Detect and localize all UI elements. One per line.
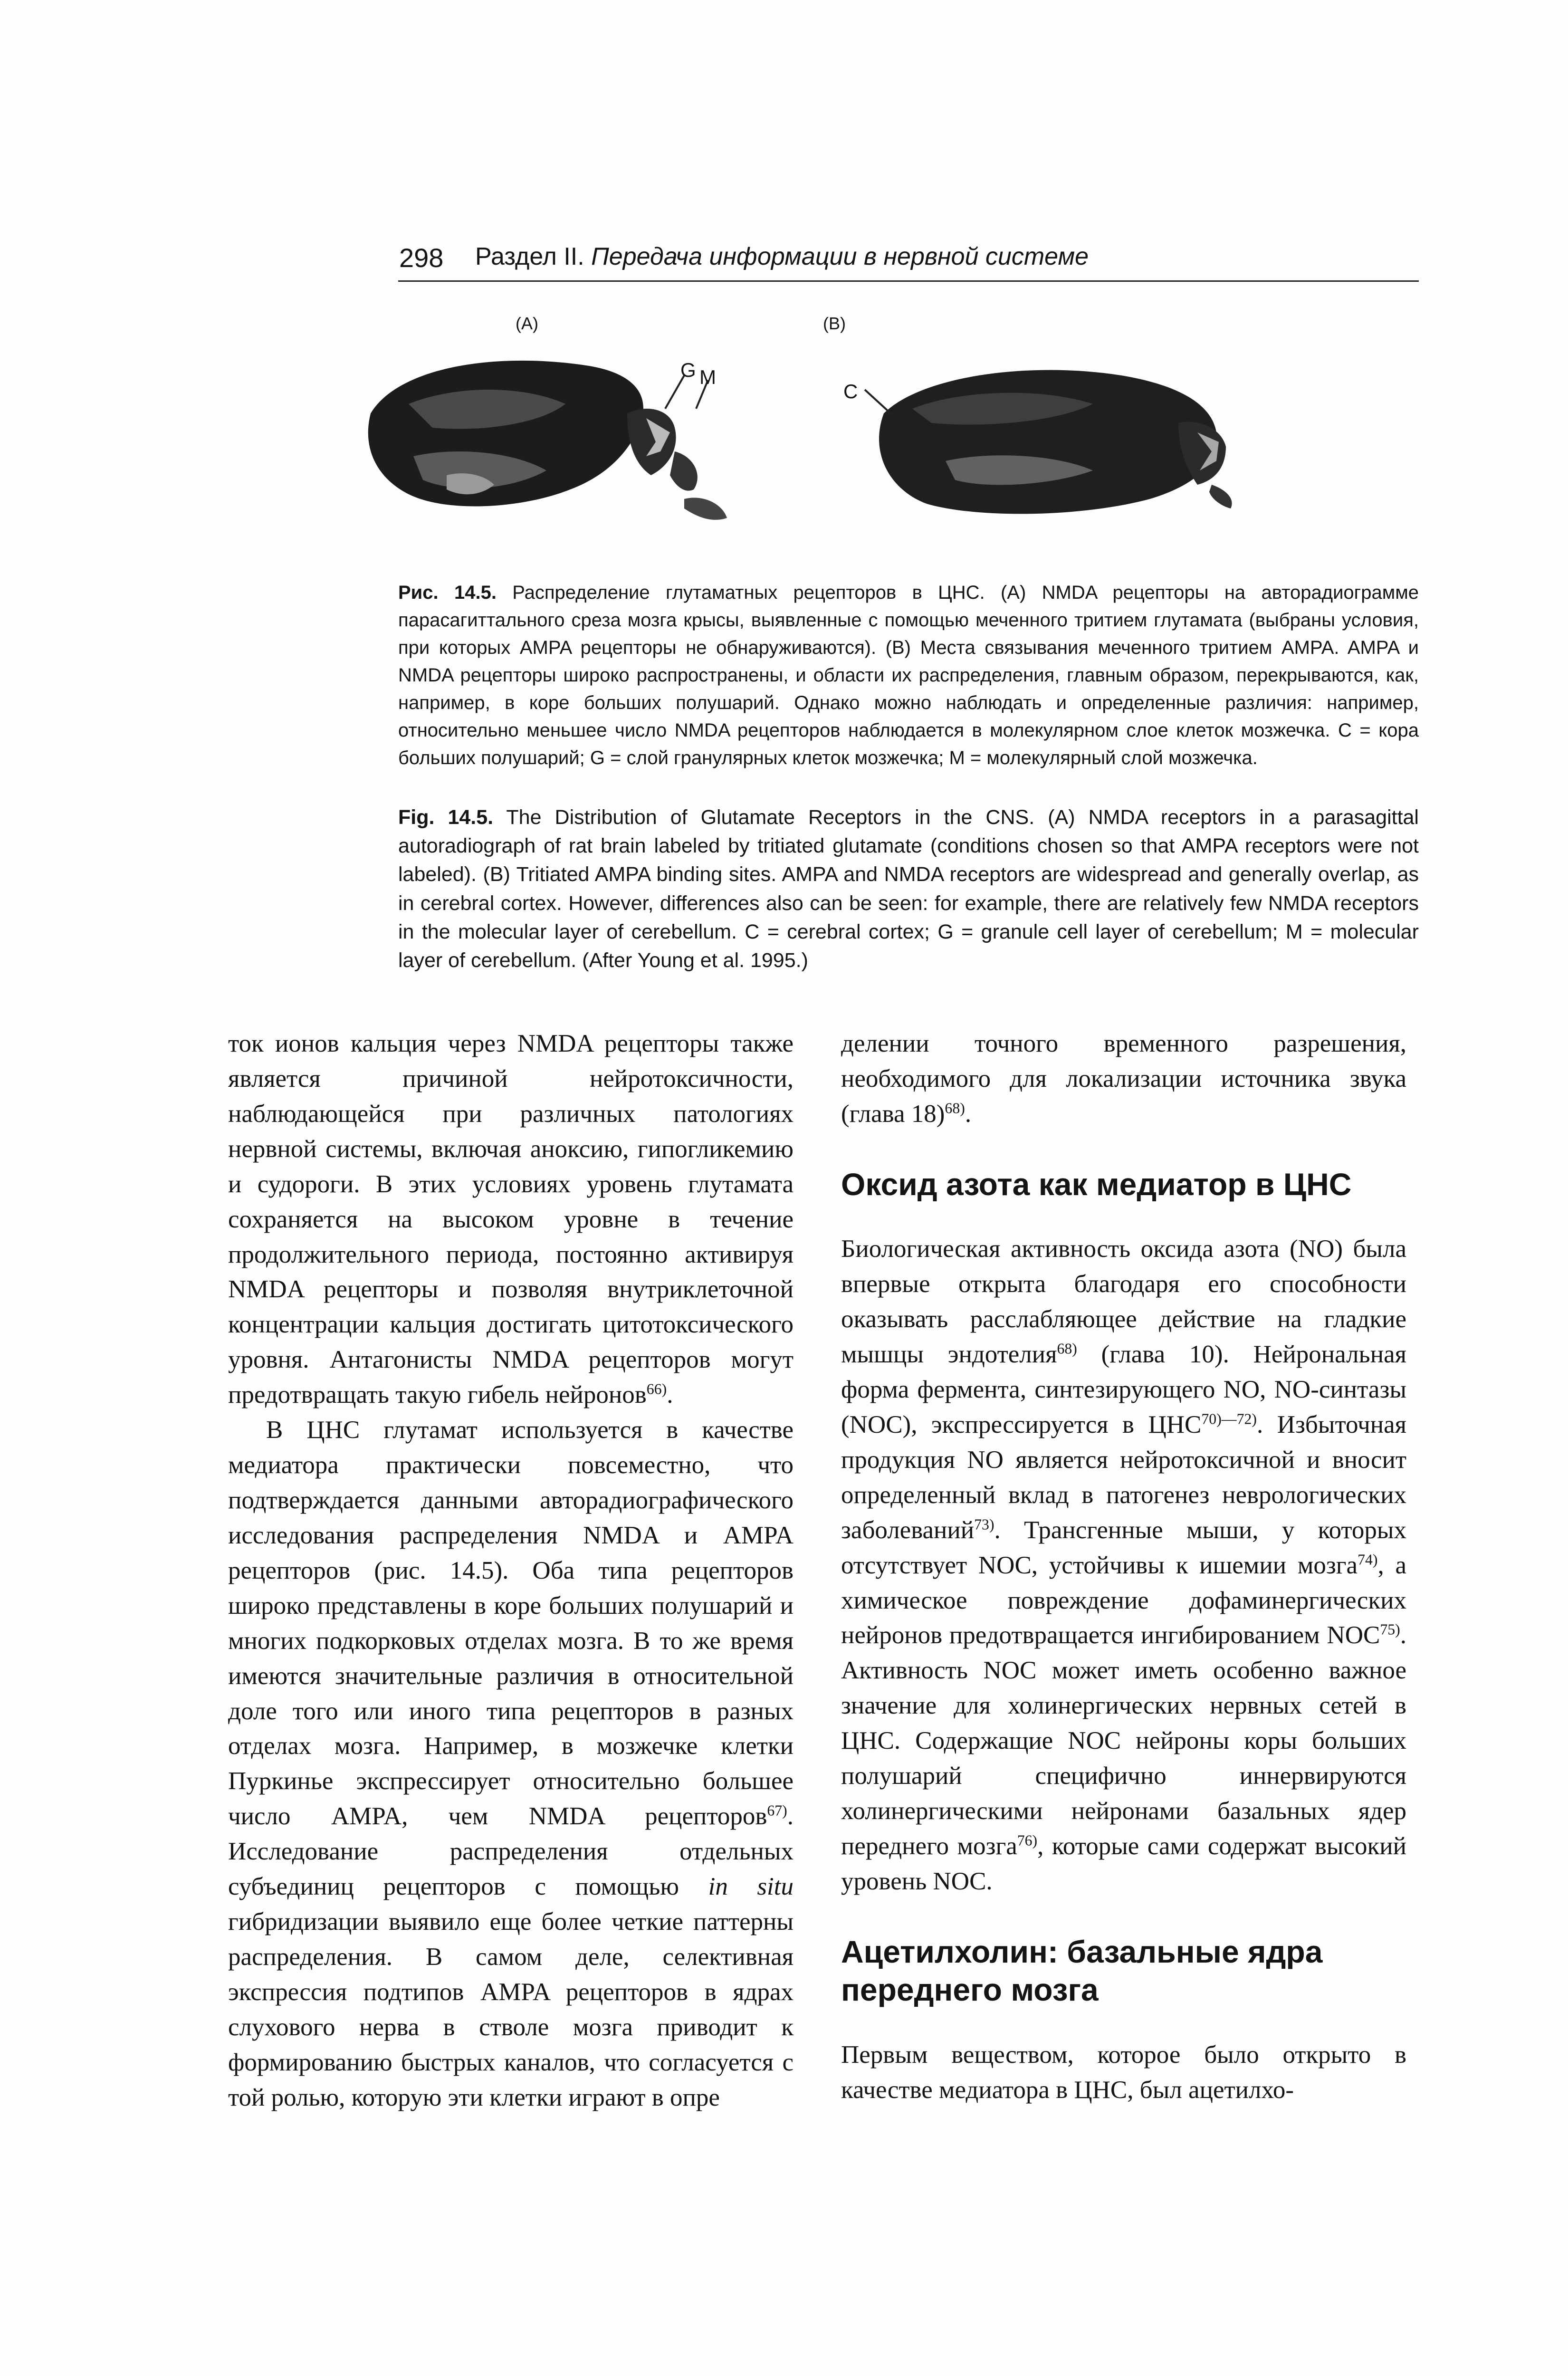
left-paragraph-2: В ЦНС глутамат используется в качестве медиатора практически повсеместно, что подтверждается данными авторадиографического исследования распределения NMDA и AMPA рецепторов (рис. 14.5). Оба типа рецепторов широко представлены в коре больших полушарий и многих подкорковых отделах мозга. В то же время имеются значительные различия в относительной доле того или иного типа рецепторов в разных отделах мозга. Например, в мозжечке клетки Пуркинье экспрессирует относительно большее число AMPA, чем NMDA рецепторов$^{67)}$. Исследование распределения отдельных субъединиц рецепторов с помощью in situ гибридизации выявило еще более четкие паттерны распределения. В самом деле, селективная экспрессия подтипов AMPA рецепторов в ядрах слухового нерва в стволе мозга приводит к формированию быстрых каналов, что согласуется с той ролью, которую эти клетки играют в опре <box>228 1416 794 2111</box>
brain-panel-b <box>865 370 1232 514</box>
label-m-panel-a: M <box>699 366 716 388</box>
left-column <box>228 1026 794 2116</box>
caption-en-text: The Distribution of Glutamate Receptors in the CNS. (A) NMDA receptors in a parasagittal autoradiograph of rat brain labeled by tritiated glutamate (conditions chosen so that AMPA receptors were not labeled). (B) Tritiated AMPA binding sites. AMPA and NMDA receptors are widespread and generally overlap, as in cerebral cortex. However, differences also can be seen: for example, there are relatively few NMDA receptors in the molecular layer of cerebellum. C = cerebral cortex; G = granule cell layer of cerebellum; M = molecular layer of cerebellum. (After Young et al. 1995.) <box>398 806 1419 972</box>
brain-autoradiographs <box>342 333 1340 561</box>
label-c-panel-b: C <box>843 380 858 402</box>
label-g-panel-a: G <box>680 359 696 381</box>
brain-panel-a <box>368 361 727 520</box>
panel-a-label: (A) <box>516 314 538 333</box>
header-rule <box>398 280 1419 282</box>
section-label: Раздел II. <box>475 243 584 270</box>
heading-nitric-oxide: Оксид азота как медиатор в ЦНС <box>841 1166 1352 1202</box>
panel-b-label: (B) <box>823 314 846 333</box>
heading-acetylcholine: Ацетилхолин: базальные ядра переднего мозга <box>841 1934 1323 2008</box>
ref-68: 68) <box>945 1100 965 1117</box>
caption-ru-text: Распределение глутаматных рецепторов в ЦНС. (A) NMDA рецепторы на авторадиограмме парасагиттального среза мозга крысы, выявленные с помощью меченного тритием глутамата (выбраны условия, при которых AMPA рецепторы не обнаруживаются). (B) Места связывания меченного тритием AMPA. AMPA и NMDA рецепторы широко распространены, и области их распределения, главным образом, перекрываются, как, например, в коре больших полушарий. Однако можно наблюдать и определенные различия: например, относительно меньшее число NMDA рецепторов наблюдается в молекулярном слое клеток мозжечка. C = кора больших полушарий; G = слой гранулярных клеток мозжечка; M = молекулярный слой мозжечка. <box>398 582 1419 768</box>
ref-66: 66) <box>646 1380 667 1398</box>
in-situ-italic: in situ <box>708 1873 794 1901</box>
right-paragraph-1: делении точного временного разрешения, необходимого для локализации источника звука (глава 18)$^{68)}$. <box>841 1030 1406 1128</box>
running-header <box>475 242 1089 271</box>
figure-caption-english <box>398 803 1419 975</box>
right-column <box>841 1026 1406 2108</box>
right-paragraph-3: Первым веществом, которое было открыто в качестве медиатора в ЦНС, был ацетилхо- <box>841 2041 1406 2104</box>
caption-ru-label: Рис. 14.5. <box>398 582 497 603</box>
right-paragraph-2: Биологическая активность оксида азота (NO) была впервые открыта благодаря его способности оказывать расслабляющее действие на гладкие мышцы эндотелия$^{68)}$ (глава 10). Нейрональная форма фермента, синтезирующего NO, NO-синтазы (NOC), экспрессируется в $ЦНС^{70)—72)}$. Избыточная продукция NO является нейротоксичной и вносит определенный вклад в патогенез неврологических заболеваний$^{73)}$. Трансгенные мыши, у которых отсутствует NOC, устойчивы к ишемии мозга$^{74)}$, а химическое повреждение дофаминергических нейронов предотвращается ингибированием NOC$^{75)}$. Активность NOC может иметь особенно важное значение для холинергических нервных сетей в ЦНС. Содержащие NOC нейроны коры больших полушарий специфично иннервируются холинергическими нейронами базальных ядер переднего мозга$^{76)}$, которые сами содержат высокий уровень NOC. <box>841 1235 1406 1895</box>
page-number: 298 <box>399 243 444 273</box>
section-title: Передача информации в нервной системе <box>591 243 1089 270</box>
figure-caption-russian <box>398 579 1419 772</box>
left-paragraph-1: ток ионов кальция через NMDA рецепторы также является причиной нейротоксичности, наблюдающейся при различных патологиях нервной системы, включая аноксию, гипогликемию и судороги. В этих условиях уровень глутамата сохраняется на высоком уровне в течение продолжительного периода, постоянно активируя NMDA рецепторы и позволяя внутриклеточной концентрации кальция достигать цитотоксического уровня. Антагонисты NMDA рецепторов могут предотвращать такую гибель нейронов$^{66)}$. <box>228 1030 794 1409</box>
ref-67: 67) <box>767 1802 787 1819</box>
caption-en-label: Fig. 14.5. <box>398 806 494 829</box>
